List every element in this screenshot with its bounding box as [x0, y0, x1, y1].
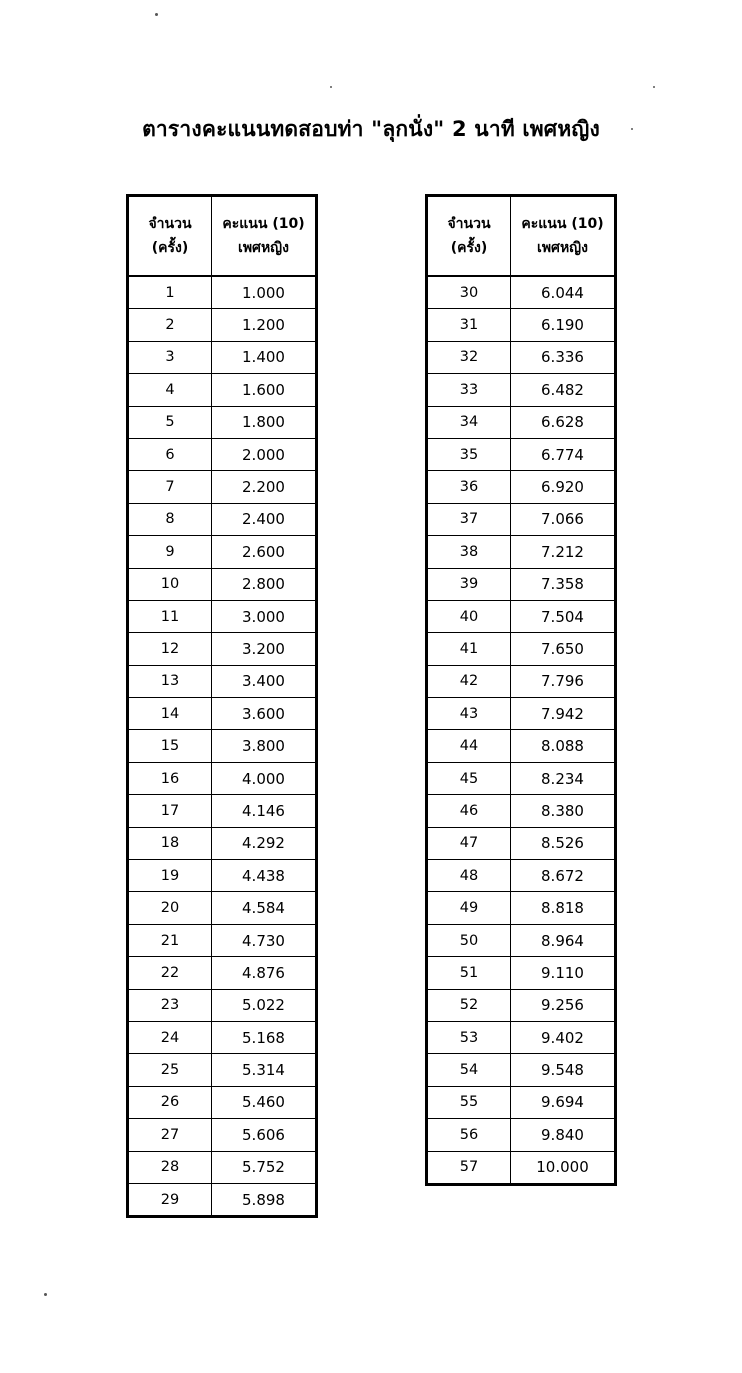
table-row — [128, 1086, 317, 1118]
cell-score: 2.800 — [212, 568, 317, 600]
cell-score: 1.200 — [212, 309, 317, 341]
cell-count: 23 — [128, 989, 212, 1021]
table-row — [128, 762, 317, 794]
cell-count: 35 — [427, 438, 511, 470]
table-row — [128, 1021, 317, 1053]
table-row — [128, 698, 317, 730]
table-row — [128, 600, 317, 632]
cell-score: 5.168 — [212, 1021, 317, 1053]
table-row — [128, 341, 317, 373]
cell-score: 6.920 — [511, 471, 616, 503]
scan-speck — [653, 86, 655, 88]
cell-score: 8.672 — [511, 860, 616, 892]
table-row — [427, 665, 616, 697]
cell-count: 53 — [427, 1021, 511, 1053]
cell-count: 5 — [128, 406, 212, 438]
cell-count: 12 — [128, 633, 212, 665]
cell-score: 8.380 — [511, 795, 616, 827]
table-row — [427, 503, 616, 535]
cell-count: 57 — [427, 1151, 511, 1184]
cell-count: 49 — [427, 892, 511, 924]
column-header-score-line2: เพศหญิง — [238, 240, 289, 256]
column-header-score-line1: คะแนน (10) — [521, 215, 604, 232]
table-row — [128, 471, 317, 503]
table-row — [128, 633, 317, 665]
table-row — [128, 1183, 317, 1216]
cell-count: 21 — [128, 924, 212, 956]
score-table-right — [425, 194, 617, 1186]
table-row — [128, 568, 317, 600]
table-row — [128, 1119, 317, 1151]
cell-score: 9.110 — [511, 957, 616, 989]
cell-score: 6.044 — [511, 276, 616, 309]
table-row — [128, 536, 317, 568]
cell-count: 18 — [128, 827, 212, 859]
cell-count: 6 — [128, 438, 212, 470]
cell-score: 5.752 — [212, 1151, 317, 1183]
column-header-count-line1: จำนวน — [447, 215, 491, 232]
cell-count: 1 — [128, 276, 212, 309]
column-header-score — [212, 196, 317, 277]
cell-count: 15 — [128, 730, 212, 762]
cell-count: 4 — [128, 374, 212, 406]
cell-count: 24 — [128, 1021, 212, 1053]
cell-score: 7.942 — [511, 698, 616, 730]
cell-score: 6.190 — [511, 309, 616, 341]
column-header-score — [511, 196, 616, 277]
table-row — [128, 827, 317, 859]
table-row — [128, 276, 317, 309]
cell-score: 7.650 — [511, 633, 616, 665]
score-table-left — [126, 194, 318, 1218]
column-header-count-line2: (ครั้ง) — [151, 240, 189, 256]
cell-count: 46 — [427, 795, 511, 827]
cell-count: 26 — [128, 1086, 212, 1118]
cell-score: 9.694 — [511, 1086, 616, 1118]
table-row — [128, 503, 317, 535]
cell-score: 1.600 — [212, 374, 317, 406]
score-table-right-wrapper — [425, 194, 617, 1186]
table-row — [128, 730, 317, 762]
table-row — [128, 795, 317, 827]
table-header-row — [427, 196, 616, 277]
cell-score: 6.482 — [511, 374, 616, 406]
cell-score: 4.146 — [212, 795, 317, 827]
table-row — [427, 795, 616, 827]
cell-score: 7.212 — [511, 536, 616, 568]
table-row — [427, 989, 616, 1021]
table-row — [128, 406, 317, 438]
cell-score: 3.800 — [212, 730, 317, 762]
table-row — [427, 309, 616, 341]
cell-count: 22 — [128, 957, 212, 989]
table-row — [427, 438, 616, 470]
page-title: ตารางคะแนนทดสอบท่า "ลุกนั่ง" 2 นาที เพศหญิง — [142, 117, 600, 142]
table-row — [427, 1151, 616, 1184]
table-row — [427, 1054, 616, 1086]
cell-score: 4.584 — [212, 892, 317, 924]
cell-score: 7.066 — [511, 503, 616, 535]
cell-score: 1.800 — [212, 406, 317, 438]
score-table-left-wrapper — [126, 194, 318, 1218]
table-row — [427, 406, 616, 438]
cell-score: 3.000 — [212, 600, 317, 632]
cell-score: 5.898 — [212, 1183, 317, 1216]
cell-count: 40 — [427, 600, 511, 632]
table-row — [427, 374, 616, 406]
table-row — [427, 892, 616, 924]
cell-score: 3.400 — [212, 665, 317, 697]
table-row — [427, 341, 616, 373]
cell-count: 41 — [427, 633, 511, 665]
cell-count: 47 — [427, 827, 511, 859]
scan-speck — [44, 1293, 47, 1296]
cell-count: 20 — [128, 892, 212, 924]
cell-score: 1.400 — [212, 341, 317, 373]
table-row — [427, 698, 616, 730]
cell-count: 36 — [427, 471, 511, 503]
cell-score: 4.876 — [212, 957, 317, 989]
table-row — [427, 860, 616, 892]
cell-score: 7.358 — [511, 568, 616, 600]
cell-score: 2.200 — [212, 471, 317, 503]
cell-score: 6.628 — [511, 406, 616, 438]
cell-score: 3.200 — [212, 633, 317, 665]
cell-count: 9 — [128, 536, 212, 568]
cell-score: 5.314 — [212, 1054, 317, 1086]
cell-count: 54 — [427, 1054, 511, 1086]
cell-score: 9.256 — [511, 989, 616, 1021]
cell-score: 2.400 — [212, 503, 317, 535]
cell-count: 39 — [427, 568, 511, 600]
cell-count: 25 — [128, 1054, 212, 1086]
column-header-score-line1: คะแนน (10) — [222, 215, 305, 232]
table-row — [427, 600, 616, 632]
table-header-left — [128, 196, 317, 277]
cell-count: 8 — [128, 503, 212, 535]
cell-score: 4.000 — [212, 762, 317, 794]
table-row — [128, 860, 317, 892]
table-row — [128, 957, 317, 989]
table-row — [128, 892, 317, 924]
cell-count: 43 — [427, 698, 511, 730]
cell-count: 27 — [128, 1119, 212, 1151]
cell-score: 6.336 — [511, 341, 616, 373]
table-row — [128, 374, 317, 406]
column-header-count — [427, 196, 511, 277]
cell-count: 52 — [427, 989, 511, 1021]
table-row — [427, 276, 616, 309]
table-row — [427, 633, 616, 665]
cell-count: 45 — [427, 762, 511, 794]
table-row — [427, 536, 616, 568]
cell-score: 8.964 — [511, 924, 616, 956]
cell-count: 10 — [128, 568, 212, 600]
cell-count: 48 — [427, 860, 511, 892]
scan-speck — [155, 13, 158, 16]
cell-score: 8.818 — [511, 892, 616, 924]
table-row — [128, 1054, 317, 1086]
cell-score: 9.840 — [511, 1119, 616, 1151]
table-row — [427, 730, 616, 762]
cell-count: 17 — [128, 795, 212, 827]
cell-count: 28 — [128, 1151, 212, 1183]
table-row — [427, 827, 616, 859]
cell-count: 30 — [427, 276, 511, 309]
column-header-count — [128, 196, 212, 277]
cell-score: 4.730 — [212, 924, 317, 956]
cell-count: 42 — [427, 665, 511, 697]
table-row — [128, 924, 317, 956]
table-row — [128, 665, 317, 697]
cell-score: 9.548 — [511, 1054, 616, 1086]
cell-count: 16 — [128, 762, 212, 794]
cell-count: 37 — [427, 503, 511, 535]
cell-score: 1.000 — [212, 276, 317, 309]
cell-count: 19 — [128, 860, 212, 892]
cell-score: 3.600 — [212, 698, 317, 730]
table-row — [128, 309, 317, 341]
cell-count: 7 — [128, 471, 212, 503]
cell-count: 55 — [427, 1086, 511, 1118]
cell-score: 4.292 — [212, 827, 317, 859]
table-row — [427, 957, 616, 989]
table-row — [427, 762, 616, 794]
table-body-left — [128, 276, 317, 1217]
table-row — [427, 924, 616, 956]
cell-count: 13 — [128, 665, 212, 697]
cell-count: 56 — [427, 1119, 511, 1151]
scan-speck — [330, 86, 332, 88]
cell-count: 14 — [128, 698, 212, 730]
cell-score: 7.504 — [511, 600, 616, 632]
cell-score: 5.460 — [212, 1086, 317, 1118]
table-body-right — [427, 276, 616, 1184]
table-row — [427, 1021, 616, 1053]
table-header-row — [128, 196, 317, 277]
cell-score: 9.402 — [511, 1021, 616, 1053]
cell-score: 6.774 — [511, 438, 616, 470]
table-row — [427, 568, 616, 600]
cell-count: 32 — [427, 341, 511, 373]
cell-count: 11 — [128, 600, 212, 632]
table-row — [128, 1151, 317, 1183]
table-row — [427, 1086, 616, 1118]
cell-count: 29 — [128, 1183, 212, 1216]
cell-score: 8.088 — [511, 730, 616, 762]
cell-count: 33 — [427, 374, 511, 406]
column-header-count-line2: (ครั้ง) — [450, 240, 488, 256]
cell-count: 34 — [427, 406, 511, 438]
table-row — [128, 438, 317, 470]
cell-score: 2.600 — [212, 536, 317, 568]
cell-score: 5.022 — [212, 989, 317, 1021]
cell-count: 51 — [427, 957, 511, 989]
column-header-score-line2: เพศหญิง — [537, 240, 588, 256]
cell-count: 50 — [427, 924, 511, 956]
cell-score: 10.000 — [511, 1151, 616, 1184]
cell-count: 44 — [427, 730, 511, 762]
cell-count: 38 — [427, 536, 511, 568]
table-header-right — [427, 196, 616, 277]
cell-count: 31 — [427, 309, 511, 341]
table-row — [427, 471, 616, 503]
cell-count: 3 — [128, 341, 212, 373]
cell-score: 4.438 — [212, 860, 317, 892]
cell-score: 5.606 — [212, 1119, 317, 1151]
cell-score: 8.526 — [511, 827, 616, 859]
cell-score: 2.000 — [212, 438, 317, 470]
column-header-count-line1: จำนวน — [148, 215, 192, 232]
cell-score: 8.234 — [511, 762, 616, 794]
table-row — [427, 1119, 616, 1151]
cell-score: 7.796 — [511, 665, 616, 697]
table-row — [128, 989, 317, 1021]
cell-count: 2 — [128, 309, 212, 341]
